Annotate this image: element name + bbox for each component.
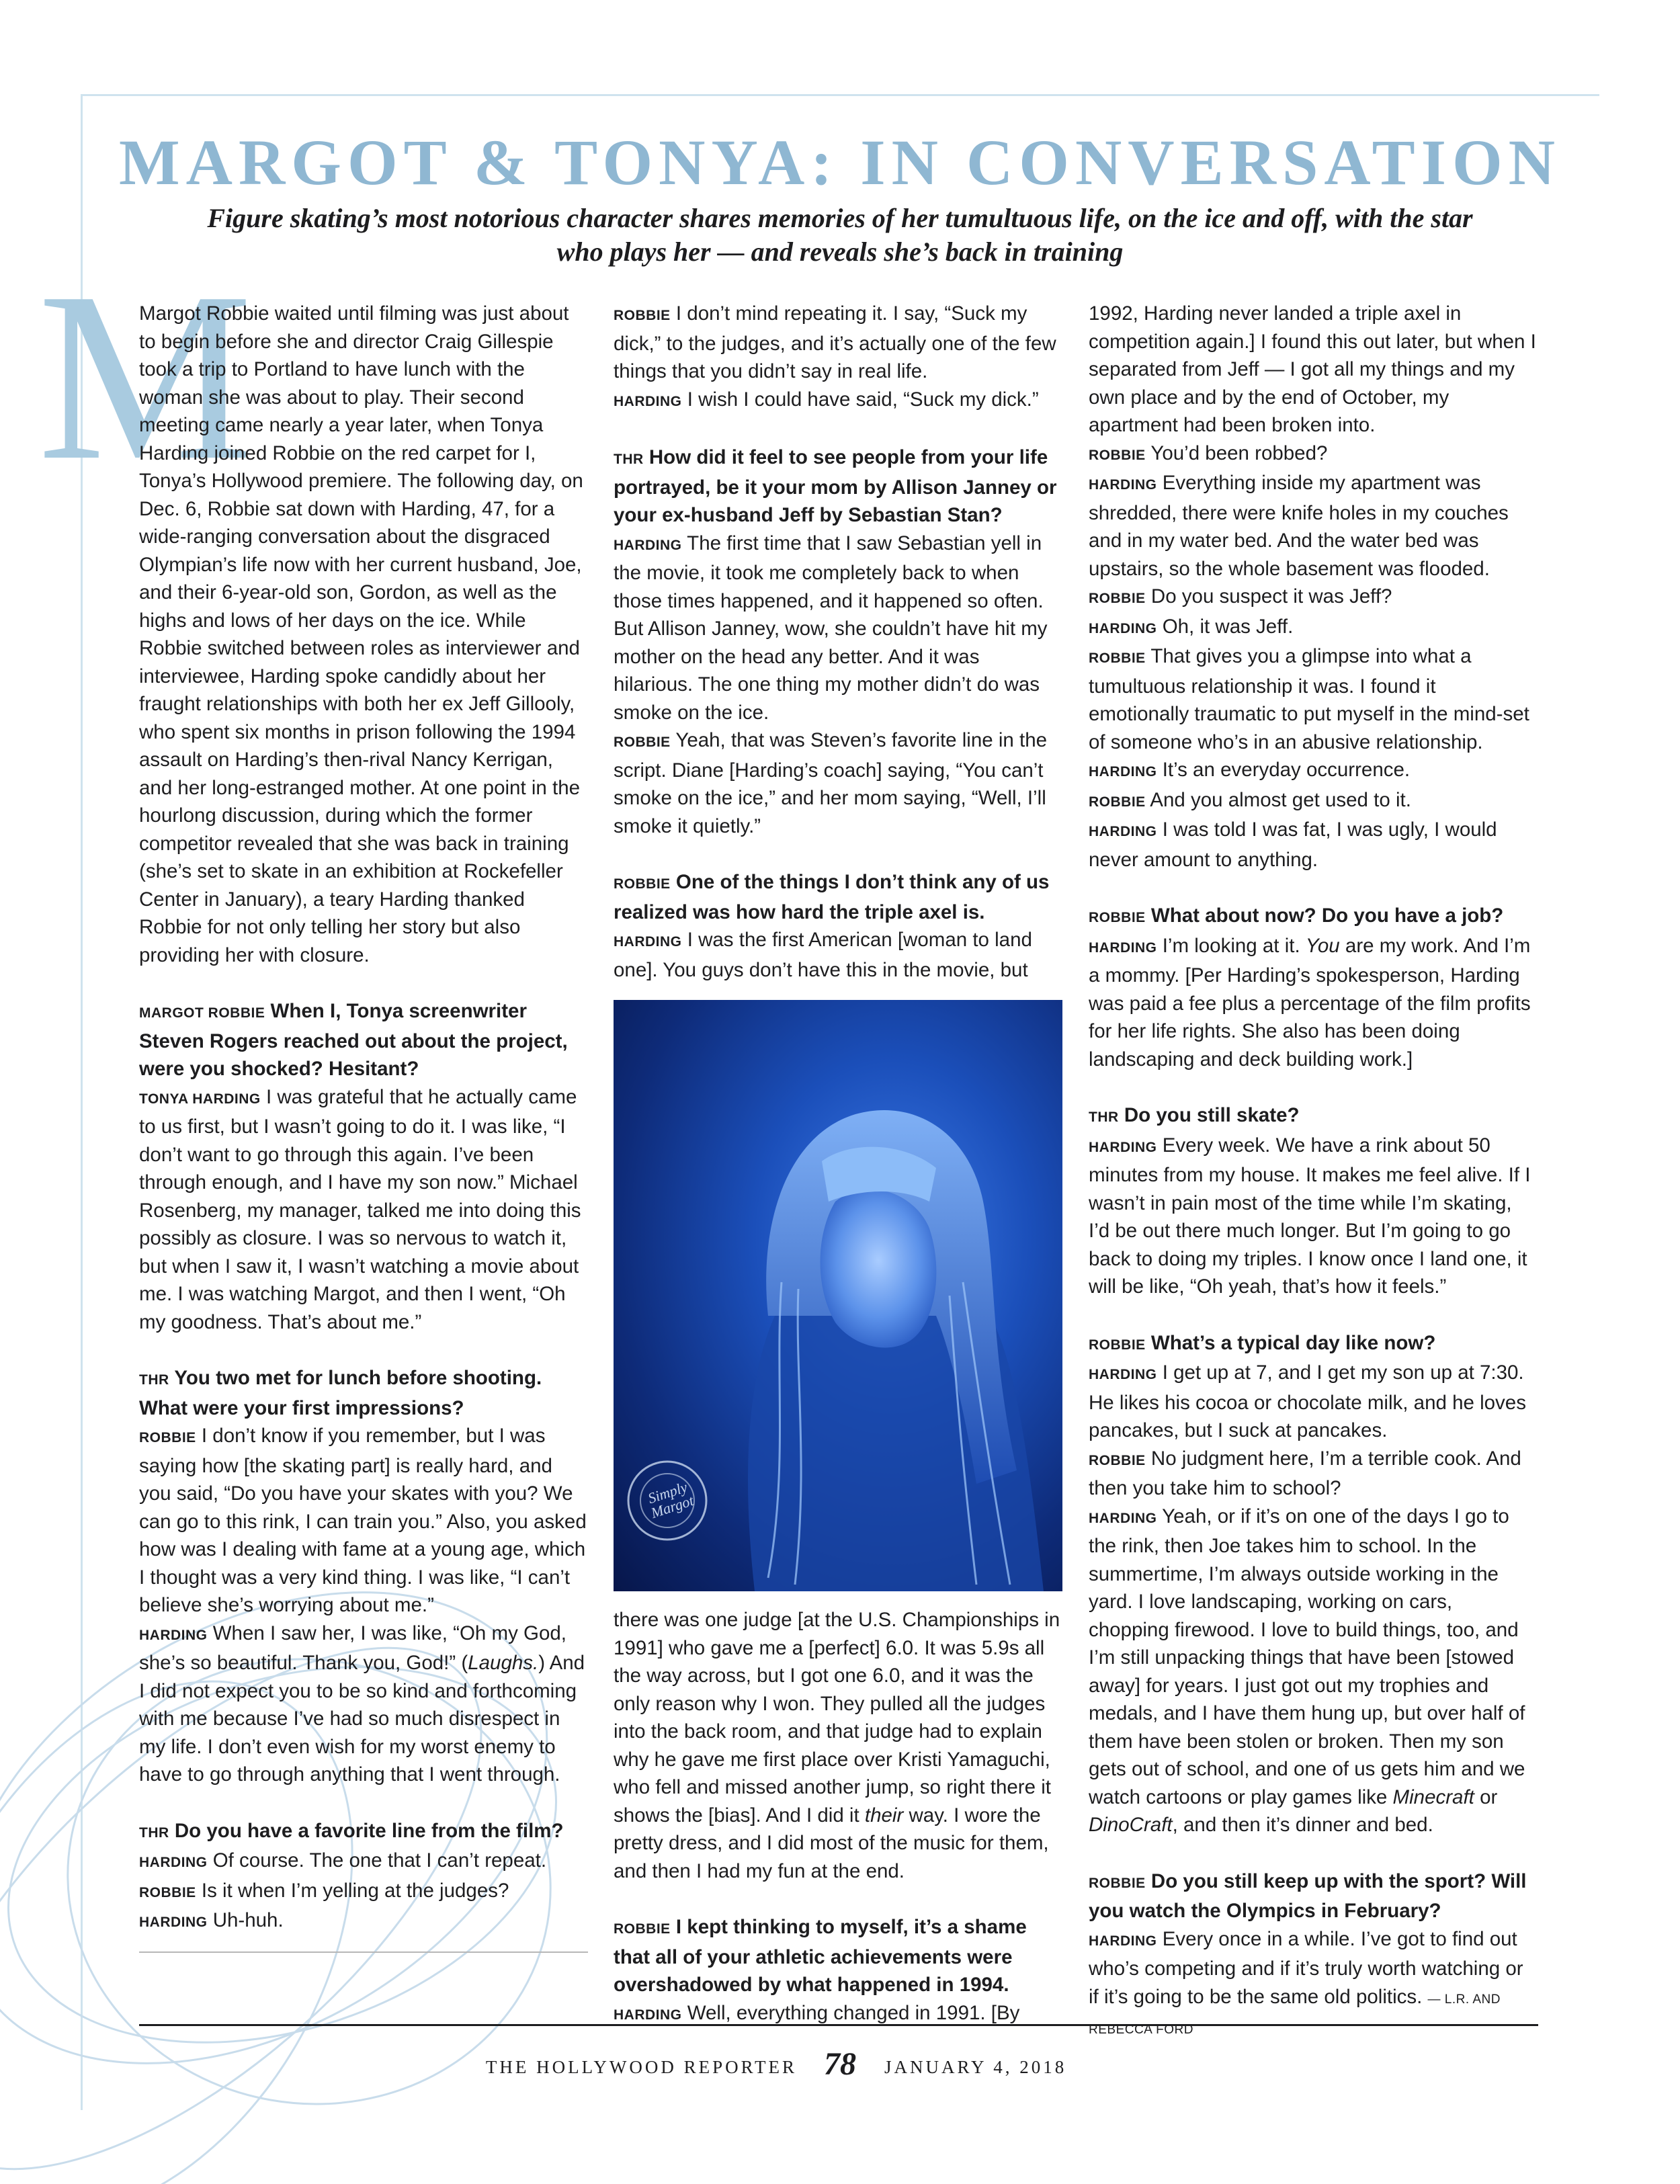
answer bbox=[614, 726, 1062, 840]
intro-paragraph: Margot Robbie waited until filming was just about to begin before she and director Craig Gillespie took a trip to Portland to have lunch with the woman she was about to play. Their second meeting came nearly a year later, when Tonya Harding joined Robbie on the red carpet for I, Tonya’s Hollywood premiere. The following day, on Dec. 6, Robbie sat down with Harding, 47, for a wide-ranging conversation about the disgraced Olympian’s life now with her current husband, Joe, and their 6-year-old son, Gordon, as well as the highs and lows of her days on the ice. While Robbie switched between roles as interviewer and interviewee, Harding spoke candidly about her fraught relationships with both her ex Jeff Gillooly, who spent six months in prison following the 1994 assault on Harding’s then-rival Nancy Kerrigan, and her long-estranged mother. At one point in the hourlong discussion, during which the former competitor revealed that she was back in training (she’s set to skate in an exhibition at Rockefeller Center in January), a teary Harding thanked Robbie for not only telling her story but also providing her with closure. bbox=[139, 302, 583, 966]
speaker-label: HARDING bbox=[1089, 1933, 1157, 1949]
speaker-label: ROBBIE bbox=[1089, 591, 1146, 606]
column-end-rule bbox=[139, 1951, 588, 1953]
speaker-label: HARDING bbox=[139, 1855, 208, 1870]
speaker-label: ROBBIE bbox=[1089, 794, 1146, 810]
answer bbox=[139, 1422, 588, 1620]
speaker-label: HARDING bbox=[1089, 824, 1157, 839]
answer bbox=[1089, 786, 1538, 816]
answer-text: Well, everything changed in 1991. [By bbox=[687, 2001, 1020, 2024]
answer bbox=[1089, 932, 1538, 1074]
article-deck: Figure skating’s most notorious character shares memories of her tumultuous life, on the ice and off, with the star who plays her — and reveals she’s back in training bbox=[207, 203, 1473, 267]
answer bbox=[614, 386, 1062, 416]
footer-page-number: 78 bbox=[824, 2046, 856, 2082]
question-text: Do you still keep up with the sport? Will you watch the Olympics in February? bbox=[1089, 1870, 1527, 1922]
article-column-1 bbox=[139, 300, 588, 1953]
question bbox=[139, 1817, 588, 1847]
answer-text: No judgment here, I’m a terrible cook. And then you take him to school? bbox=[1089, 1447, 1521, 1499]
italic-text: Minecraft bbox=[1392, 1786, 1474, 1808]
article-column-2 bbox=[614, 300, 1062, 2029]
answer bbox=[1089, 583, 1538, 613]
speaker-label: MARGOT ROBBIE bbox=[139, 1005, 265, 1021]
answer bbox=[139, 1847, 588, 1877]
answer bbox=[1089, 1503, 1538, 1839]
question bbox=[1089, 1867, 1538, 1925]
answer-text: The first time that I saw Sebastian yell in the movie, it took me completely back to when those times happened, and it happened so often. But Allison Janney, wow, she couldn’t have hit my mother on the head any better. And it was hilarious. The one thing my mother didn’t do was smoke on the ice. bbox=[614, 532, 1048, 724]
question-text: What’s a typical day like now? bbox=[1150, 1331, 1436, 1354]
answer bbox=[614, 300, 1062, 386]
author-signature: — L.R. AND REBECCA FORD bbox=[1089, 1992, 1501, 2037]
speaker-label: ROBBIE bbox=[139, 1884, 196, 1900]
speaker-label: HARDING bbox=[1089, 1510, 1157, 1526]
speaker-label: ROBBIE bbox=[614, 308, 671, 323]
article-headline: MARGOT & TONYA: IN CONVERSATION bbox=[119, 126, 1561, 198]
question-text: Do you still skate? bbox=[1124, 1104, 1300, 1126]
speaker-label: HARDING bbox=[139, 1915, 208, 1930]
answer-text: Yeah, that was Steven’s favorite line in the script. Diane [Harding’s coach] saying, “You can’t smoke on the ice,” and her mom saying, “Well, I’ll smoke it quietly.” bbox=[614, 729, 1048, 837]
photo-watermark: Simply Margot bbox=[646, 1478, 696, 1521]
speaker-label: HARDING bbox=[1089, 1139, 1157, 1155]
question bbox=[139, 997, 588, 1083]
answer-text: way. I wore the pretty dress, and I did most of the music for them, and then I had my fun at the end. bbox=[614, 1804, 1049, 1882]
answer bbox=[614, 530, 1062, 727]
speaker-label: HARDING bbox=[614, 934, 682, 950]
speaker-label: ROBBIE bbox=[614, 876, 671, 892]
answer-text: When I saw her, I was like, “Oh my God, she’s so beautiful. Thank you, God!” ( bbox=[139, 1622, 566, 1674]
italic-text: DinoCraft bbox=[1089, 1814, 1173, 1836]
answer-text: I don’t know if you remember, but I was saying how [the skating part] is really hard, and you said, “Do you have your skates with you? We can go to this rink, I can train you.” Also, you asked how was I dealing with fame at a young age, which I thought was a very kind thing. I was like, “I can’t believe she’s worrying about me.” bbox=[139, 1425, 587, 1616]
question bbox=[614, 1913, 1062, 1999]
speaker-label: THR bbox=[1089, 1109, 1119, 1125]
answer bbox=[1089, 613, 1538, 643]
portrait-photo bbox=[614, 1000, 1062, 1591]
speaker-label: HARDING bbox=[1089, 1367, 1157, 1382]
speaker-label: ROBBIE bbox=[1089, 447, 1146, 463]
answer-text: there was one judge [at the U.S. Championships in 1991] who gave me a [perfect] 6.0. It was 5.9s all the way across, but I got one 6.0, and it was the only reason why I won. They pulled all the judges into the back room, and that judge had to explain why he gave me first place over Kristi Yamaguchi, who fell and missed another jump, so right there it shows the [bias]. And I did it bbox=[614, 1609, 1060, 1826]
answer bbox=[614, 926, 1062, 984]
answer-text: ) And I did not expect you to be so kind and forthcoming with me because I’ve had so much disrespect in my life. I don’t even wish for my worst enemy to have to go through anything that I went through. bbox=[139, 1652, 585, 1786]
answer-text: That gives you a glimpse into what a tumultuous relationship it was. I found it emotionally traumatic to put myself in the mind-set of someone who’s in an abusive relationship. bbox=[1089, 645, 1529, 753]
answer bbox=[1089, 756, 1538, 786]
italic-text: their bbox=[864, 1804, 904, 1826]
speaker-label: ROBBIE bbox=[1089, 1452, 1146, 1468]
question bbox=[1089, 1329, 1538, 1359]
speaker-label: THR bbox=[139, 1824, 169, 1841]
answer-text: are my work. And I’m a mommy. [Per Harding’s spokesperson, Harding was paid a fee plus a percentage of the film profits for her life rights. She also has been doing landscaping and deck building work.] bbox=[1089, 934, 1531, 1070]
answer-text: And you almost get used to it. bbox=[1150, 788, 1411, 811]
speaker-label: ROBBIE bbox=[614, 734, 671, 750]
answer-text: Do you suspect it was Jeff? bbox=[1150, 585, 1392, 607]
question bbox=[614, 444, 1062, 530]
answer bbox=[1089, 816, 1538, 874]
question-text: One of the things I don’t think any of us realized was how hard the triple axel is. bbox=[614, 871, 1050, 923]
answer-text: It’s an everyday occurrence. bbox=[1162, 759, 1411, 781]
answer bbox=[139, 1620, 588, 1789]
answer-text: Uh-huh. bbox=[212, 1909, 284, 1931]
article-column-3 bbox=[1089, 300, 1538, 2044]
answer-text: Yeah, or if it’s on one of the days I go to the rink, then Joe takes him to school. In the summertime, I’m always outside working in the yard. I love landscaping, working on cars, chopping firewood. I love to build things, too, and I’m still unpacking things that have been [stowed away] for years. I just got out my trophies and medals, and I have them hung up, but over half of them have been stolen or broken. Then my son gets out of school, and one of us gets him and we watch cartoons or play games like bbox=[1089, 1505, 1525, 1808]
answer-text: , and then it’s dinner and bed. bbox=[1172, 1814, 1433, 1836]
question bbox=[1089, 1101, 1538, 1132]
question bbox=[614, 868, 1062, 926]
question bbox=[1089, 902, 1538, 932]
answer bbox=[139, 1877, 588, 1907]
speaker-label: HARDING bbox=[139, 1627, 208, 1643]
speaker-label: HARDING bbox=[614, 537, 682, 553]
answer-continued bbox=[614, 1606, 1062, 1885]
answer-text: I wish I could have said, “Suck my dick.” bbox=[687, 388, 1039, 411]
speaker-label: ROBBIE bbox=[1089, 1875, 1146, 1891]
answer-text: Every once in a while. I’ve got to find out who’s competing and if it’s truly worth watching or if it’s going to be the same old politics. bbox=[1089, 1927, 1523, 2008]
footer-date: JANUARY 4, 2018 bbox=[884, 2057, 1067, 2077]
question-text: How did it feel to see people from your life portrayed, be it your mom by Allison Janney or your ex-husband Jeff by Sebastian Stan? bbox=[614, 446, 1057, 526]
question-text: I kept thinking to myself, it’s a shame that all of your athletic achievements were overshadowed by what happened in 1994. bbox=[614, 1916, 1027, 1996]
speaker-label: HARDING bbox=[614, 393, 682, 409]
drop-cap-letter: M bbox=[38, 242, 253, 510]
answer-text: Everything inside my apartment was shredded, there were knife holes in my couches and in my water bed. And the water bed was upstairs, so the whole basement was flooded. bbox=[1089, 472, 1509, 580]
question bbox=[139, 1364, 588, 1422]
answer-text: or bbox=[1474, 1786, 1498, 1808]
answer bbox=[139, 1083, 588, 1337]
answer bbox=[1089, 469, 1538, 583]
answer-text: Of course. The one that I can’t repeat. bbox=[212, 1849, 547, 1872]
footer-publication: THE HOLLYWOOD REPORTER bbox=[485, 2057, 797, 2077]
question-text: What about now? Do you have a job? bbox=[1150, 905, 1504, 927]
speaker-label: HARDING bbox=[614, 2007, 682, 2023]
speaker-label: HARDING bbox=[1089, 477, 1157, 493]
speaker-label: HARDING bbox=[1089, 939, 1157, 956]
speaker-label: ROBBIE bbox=[139, 1430, 196, 1445]
question-text: When I, Tonya screenwriter Steven Rogers reached out about the project, were you shocked? Hesitant? bbox=[139, 1000, 568, 1080]
speaker-label: TONYA HARDING bbox=[139, 1091, 261, 1107]
footer-rule bbox=[139, 2024, 1538, 2026]
question-text: Do you have a favorite line from the film? bbox=[174, 1819, 564, 1842]
answer bbox=[1089, 1359, 1538, 1445]
answer bbox=[1089, 439, 1538, 470]
answer-text: You’d been robbed? bbox=[1150, 442, 1328, 464]
answer bbox=[1089, 1445, 1538, 1503]
italic-text: You bbox=[1305, 934, 1340, 957]
speaker-label: ROBBIE bbox=[1089, 910, 1146, 925]
decorative-frame-top bbox=[81, 94, 1599, 96]
speaker-label: ROBBIE bbox=[1089, 650, 1146, 666]
question-text: You two met for lunch before shooting. What were your first impressions? bbox=[139, 1367, 542, 1419]
answer-continued: 1992, Harding never landed a triple axel in competition again.] I found this out later, but when I separated from Jeff — I got all my things and my own place and by the end of October, my apartment had been broken into. bbox=[1089, 302, 1536, 436]
answer-text: I was grateful that he actually came to us first, but I wasn’t going to do it. I was like, “I don’t want to go through this again. I’ve been through enough, and I have my son now.” Michael Rosenberg, my manager, talked me into doing this possibly as closure. I was so nervous to watch it, but when I saw it, I wasn’t watching a movie about me. I was watching Margot, and then I went, “Oh my goodness. That’s about me.” bbox=[139, 1085, 581, 1333]
answer bbox=[1089, 642, 1538, 756]
answer-text: I was told I was fat, I was ugly, I would never amount to anything. bbox=[1089, 818, 1497, 871]
speaker-label: ROBBIE bbox=[1089, 1337, 1146, 1353]
speaker-label: ROBBIE bbox=[614, 1921, 671, 1937]
answer-text: I get up at 7, and I get my son up at 7:30. He likes his cocoa or chocolate milk, and he loves pancakes, but I suck at pancakes. bbox=[1089, 1361, 1526, 1441]
speaker-label: THR bbox=[614, 452, 644, 467]
italic-text: Laughs. bbox=[468, 1652, 539, 1674]
speaker-label: HARDING bbox=[1089, 764, 1157, 780]
answer-text: Oh, it was Jeff. bbox=[1162, 615, 1294, 638]
answer-text: I don’t mind repeating it. I say, “Suck my dick,” to the judges, and it’s actually one of the few things that you didn’t say in real life. bbox=[614, 302, 1056, 382]
answer-text: I was the first American [woman to land one]. You guys don’t have this in the movie, but bbox=[614, 929, 1032, 981]
answer bbox=[1089, 1132, 1538, 1301]
answer-text: Every week. We have a rink about 50 minutes from my house. It makes me feel alive. If I wasn’t in pain most of the time while I’m skating, I’d be out there much longer. But I’m going to go back to doing my triples. I know once I land one, it will be like, “Oh yeah, that’s how it feels.” bbox=[1089, 1134, 1531, 1298]
speaker-label: HARDING bbox=[1089, 620, 1157, 636]
speaker-label: THR bbox=[139, 1372, 169, 1388]
answer bbox=[139, 1906, 588, 1937]
answer-text: I’m looking at it. bbox=[1162, 934, 1306, 957]
answer-text: Is it when I’m yelling at the judges? bbox=[201, 1879, 509, 1902]
